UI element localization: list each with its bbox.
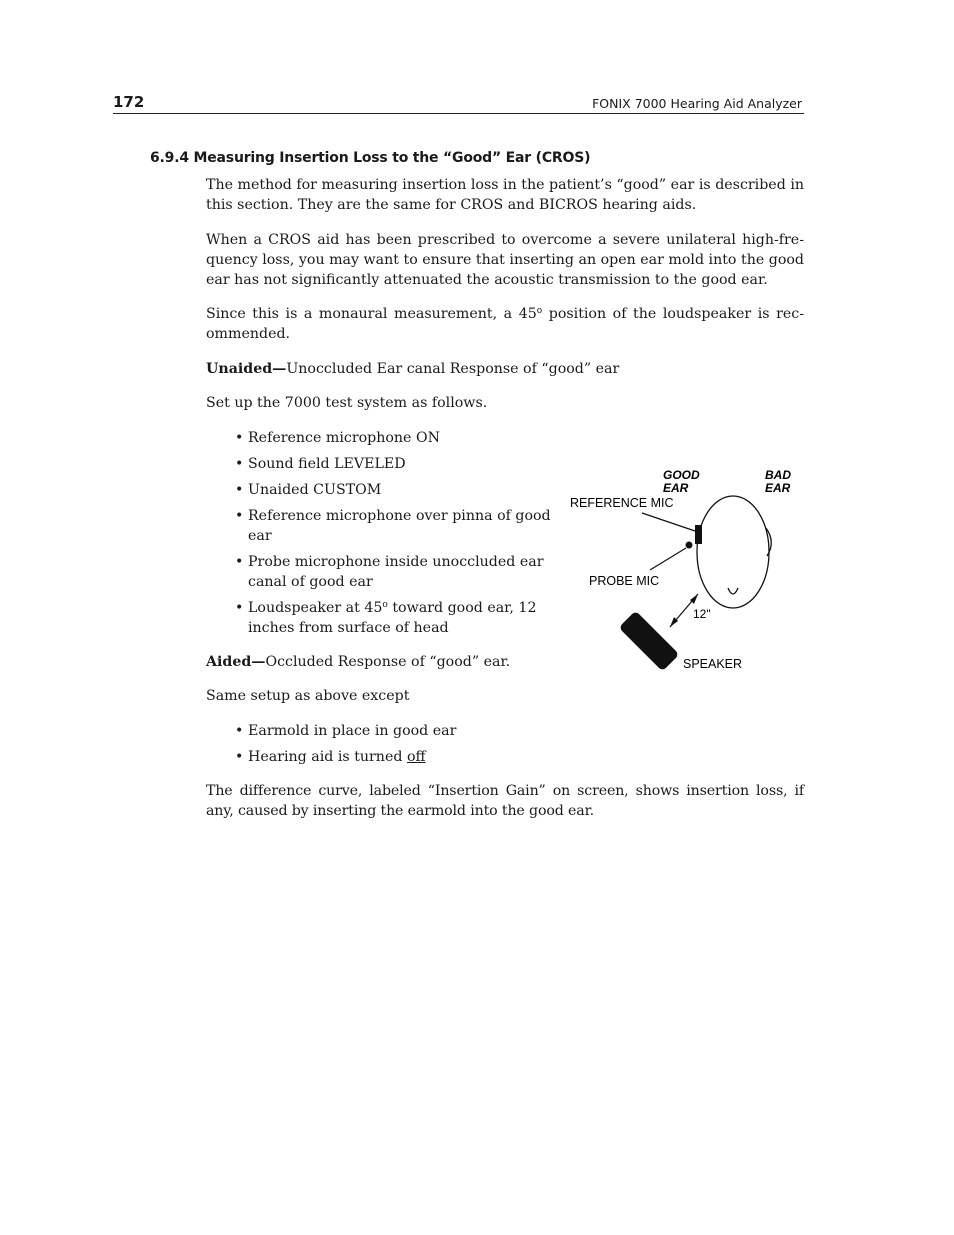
aided-text: Occluded Response of “good” ear.	[265, 653, 511, 670]
reference-mic-leader	[642, 513, 695, 531]
list-item	[235, 428, 553, 448]
list-item	[235, 747, 804, 767]
list-item	[235, 454, 553, 474]
cros-paragraph: When a CROS aid has been prescribed to overcome a severe unilateral high-fre- quency loss, you may want to ensure that inserting an open ear mold into the good ear has not significantly attenuated the acoustic transmission to the good ear.	[206, 231, 804, 288]
degree-mark: o	[382, 599, 388, 610]
probe-mic-leader	[650, 548, 686, 570]
probe-mic-label: PROBE MIC	[589, 574, 660, 588]
list-item-text: Earmold in place in good ear	[248, 722, 457, 739]
list-item-text: Reference microphone over pinna of good ear	[248, 507, 551, 544]
nose-shape	[728, 588, 738, 594]
distance-label: 12"	[693, 607, 711, 621]
bullet-glyph: •	[235, 481, 244, 498]
intro-paragraph: The method for measuring insertion loss in the patient’s “good” ear is described in this section. They are the same for CROS and BICROS hearing aids.	[206, 177, 804, 213]
aided-setup-list	[235, 721, 804, 767]
list-item	[235, 721, 804, 741]
bullet-glyph: •	[235, 748, 244, 765]
bad-ear-label-line2: EAR	[765, 481, 791, 495]
head-outline	[697, 496, 769, 608]
reference-mic-marker	[695, 525, 702, 544]
bullet-glyph: •	[235, 455, 244, 472]
underlined-off: off	[406, 748, 426, 765]
list-item-text: Probe microphone inside unoccluded ear canal of good ear	[248, 553, 544, 590]
probe-mic-marker	[686, 542, 693, 549]
list-item-text: Reference microphone ON	[248, 429, 441, 446]
monaural-text-b: position of the loudspeaker is rec- ommended.	[206, 306, 804, 342]
bad-ear-label-line1: BAD	[765, 468, 791, 482]
bullet-glyph: •	[235, 429, 244, 446]
bullet-glyph: •	[235, 553, 244, 570]
list-item-text: toward good ear, 12 inches from surface of head	[248, 599, 537, 636]
degree-mark: o	[536, 306, 543, 316]
unaided-paragraph	[206, 359, 804, 379]
same-setup-text: Same setup as above except	[206, 688, 410, 704]
list-item	[235, 552, 553, 592]
reference-mic-label: REFERENCE MIC	[570, 496, 674, 510]
page-number: 172	[113, 93, 145, 111]
list-item	[235, 480, 553, 500]
list-item	[235, 598, 553, 638]
bullet-glyph: •	[235, 507, 244, 524]
header-rule	[113, 113, 804, 114]
speaker-icon	[619, 611, 680, 672]
section-heading: 6.9.4 Measuring Insertion Loss to the “Good” Ear (CROS)	[150, 150, 591, 166]
list-item-text: Loudspeaker at 45	[248, 599, 383, 616]
monaural-paragraph	[206, 304, 804, 344]
good-ear-label-line2: EAR	[663, 481, 689, 495]
unaided-label: Unaided—	[206, 360, 287, 377]
list-item-text: Unaided CUSTOM	[248, 481, 382, 498]
list-item-text: Sound field LEVELED	[248, 455, 406, 472]
setup-intro: Set up the 7000 test system as follows.	[206, 395, 488, 411]
monaural-text-a: Since this is a monaural measurement, a 45	[206, 306, 537, 322]
bullet-glyph: •	[235, 599, 244, 616]
speaker-label: SPEAKER	[683, 657, 743, 671]
list-item	[235, 506, 553, 546]
aided-label: Aided—	[206, 653, 266, 670]
list-item-text: Hearing aid is turned	[248, 748, 407, 765]
cros-setup-diagram	[560, 462, 800, 677]
good-ear-label-line1: GOOD	[663, 468, 700, 482]
closing-paragraph: The difference curve, labeled “Insertion Gain” on screen, shows insertion loss, if any, caused by inserting the earmold into the good ear.	[206, 782, 804, 819]
unaided-text: Unoccluded Ear canal Response of “good” ear	[286, 360, 620, 377]
bullet-glyph: •	[235, 722, 244, 739]
unaided-setup-list	[235, 428, 553, 638]
running-title: FONIX 7000 Hearing Aid Analyzer	[592, 96, 802, 111]
